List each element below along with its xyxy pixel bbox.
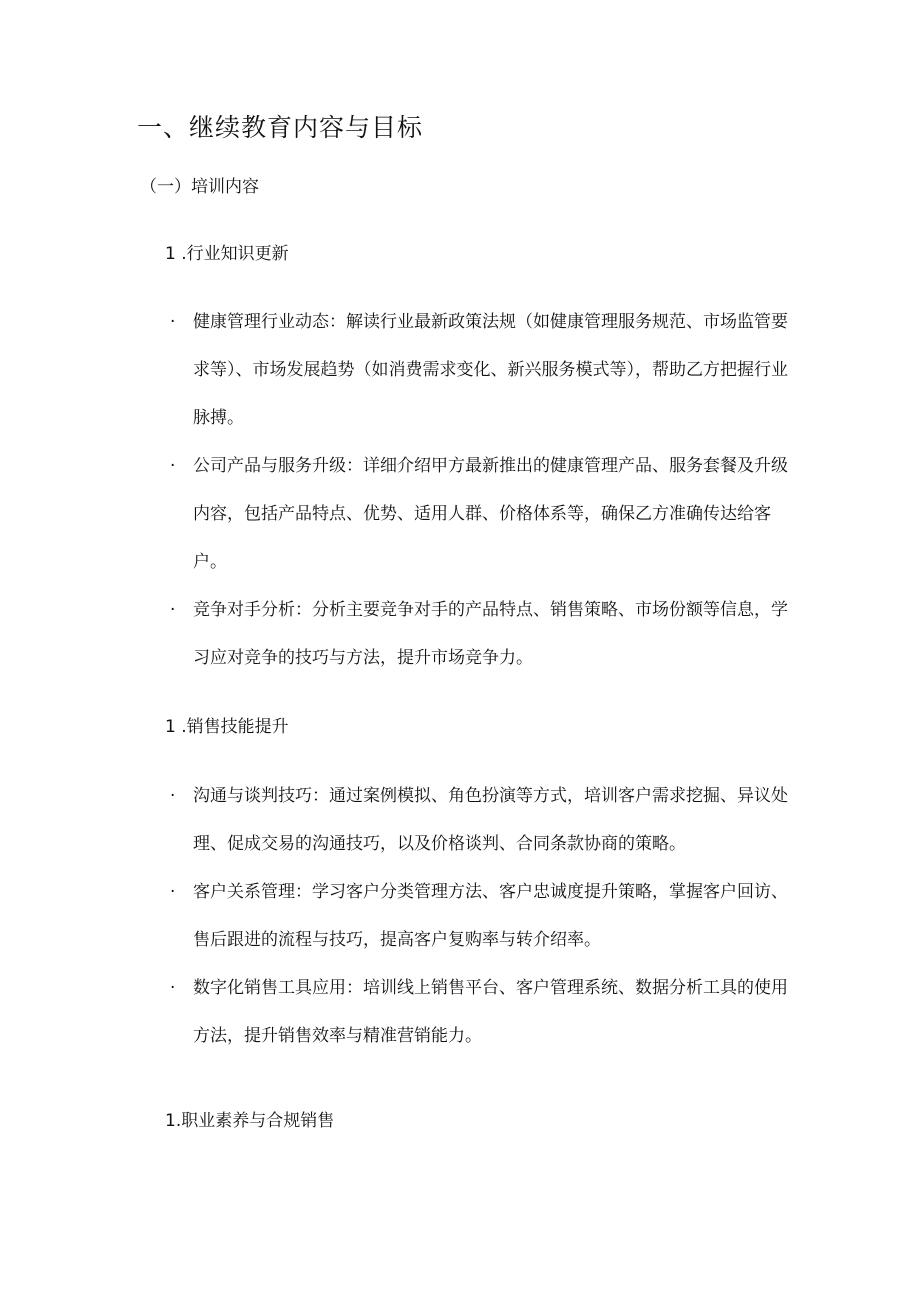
section-heading: 一、继续教育内容与目标 [137,113,424,142]
item-heading-professionalism: 1.职业素养与合规销售 [165,1111,335,1131]
bullet-icon: · [170,312,176,332]
list-item-text: 客户关系管理：学习客户分类管理方法、客户忠诚度提升策略，掌握客户回访、售后跟进的流程与技巧，提高客户复购率与转介绍率。 [193,882,788,950]
list-item-text: 健康管理行业动态：解读行业最新政策法规（如健康管理服务规范、市场监管要求等）、市场发展趋势（如消费需求变化、新兴服务模式等），帮助乙方把握行业脉搏。 [193,312,788,428]
subsection-heading: （一）培训内容 [140,177,259,197]
list-item-text: 竞争对手分析：分析主要竞争对手的产品特点、销售策略、市场份额等信息，学习应对竞争的技巧与方法，提升市场竞争力。 [193,600,788,668]
list-item-text: 数字化销售工具应用：培训线上销售平台、客户管理系统、数据分析工具的使用方法，提升销售效率与精准营销能力。 [193,978,788,1046]
list-item-text: 沟通与谈判技巧：通过案例模拟、角色扮演等方式，培训客户需求挖掘、异议处理、促成交易的沟通技巧，以及价格谈判、合同条款协商的策略。 [193,786,788,854]
bullet-icon: · [170,456,176,476]
list-item-text: 公司产品与服务升级：详细介绍甲方最新推出的健康管理产品、服务套餐及升级内容，包括产品特点、优势、适用人群、价格体系等，确保乙方准确传达给客户。 [193,456,788,572]
bullet-icon: · [170,786,176,806]
item-heading-industry-knowledge: 1 .行业知识更新 [165,244,289,264]
bullet-icon: · [170,600,176,620]
bullet-icon: · [170,882,176,902]
bullet-icon: · [170,978,176,998]
item-heading-sales-skills: 1 .销售技能提升 [165,717,289,737]
